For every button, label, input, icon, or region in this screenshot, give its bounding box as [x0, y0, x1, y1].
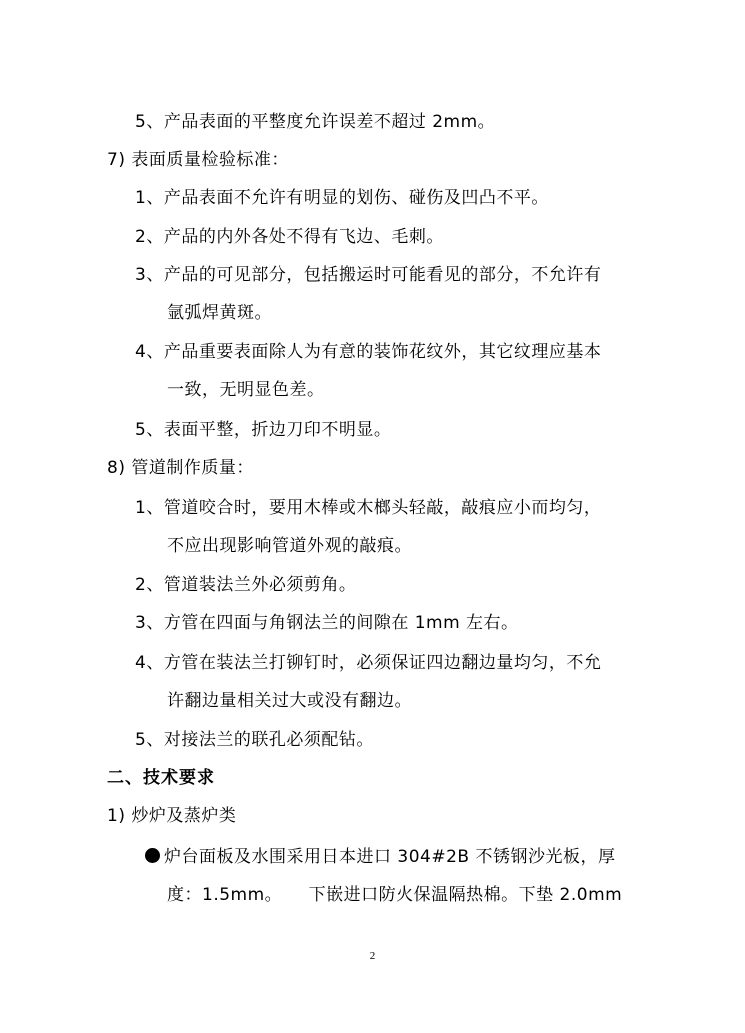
text-line: 2、管道装法兰外必须剪角。: [135, 575, 357, 595]
text-line: 许翻边量相关过大或没有翻边。: [167, 691, 412, 711]
text-line: 不应出现影响管道外观的敲痕。: [167, 536, 412, 556]
text-line: 5、表面平整，折边刀印不明显。: [135, 420, 392, 440]
text-line: 1、产品表面不允许有明显的划伤、碰伤及凹凸不平。: [135, 188, 549, 208]
bullet-dot-icon: [145, 848, 160, 863]
page-number: 2: [369, 950, 376, 962]
text-line: 3、产品的可见部分，包括搬运时可能看见的部分，不允许有: [135, 265, 602, 285]
text-line: 4、方管在装法兰打铆钉时，必须保证四边翻边量均匀，不允: [135, 653, 602, 673]
text-line: 5、对接法兰的联孔必须配钻。: [135, 730, 374, 750]
section-heading: 7) 表面质量检验标准：: [107, 150, 289, 170]
text-line: 3、方管在四面与角钢法兰的间隙在 1mm 左右。: [135, 613, 519, 633]
text-line: 1、管道咬合时，要用木棒或木榔头轻敲，敲痕应小而均匀，: [135, 498, 602, 518]
bullet-text: 炉台面板及水围采用日本进口 304#2B 不锈钢沙光板，厚: [164, 847, 616, 867]
chapter-heading: 二、技术要求: [107, 768, 215, 788]
text-line: 氩弧焊黄斑。: [167, 303, 272, 323]
text-line: 4、产品重要表面除人为有意的装饰花纹外，其它纹理应基本: [135, 342, 602, 362]
bullet-item: [145, 845, 615, 869]
text-line: 5、产品表面的平整度允许误差不超过 2mm。: [135, 112, 496, 132]
section-heading: 1) 炒炉及蒸炉类: [107, 806, 237, 826]
section-heading: 8) 管道制作质量：: [107, 458, 254, 478]
text-line: 2、产品的内外各处不得有飞边、毛刺。: [135, 227, 444, 247]
text-line: 度：1.5mm。 下嵌进口防火保温隔热棉。下垫 2.0mm: [167, 885, 623, 905]
text-line: 一致，无明显色差。: [167, 380, 325, 400]
